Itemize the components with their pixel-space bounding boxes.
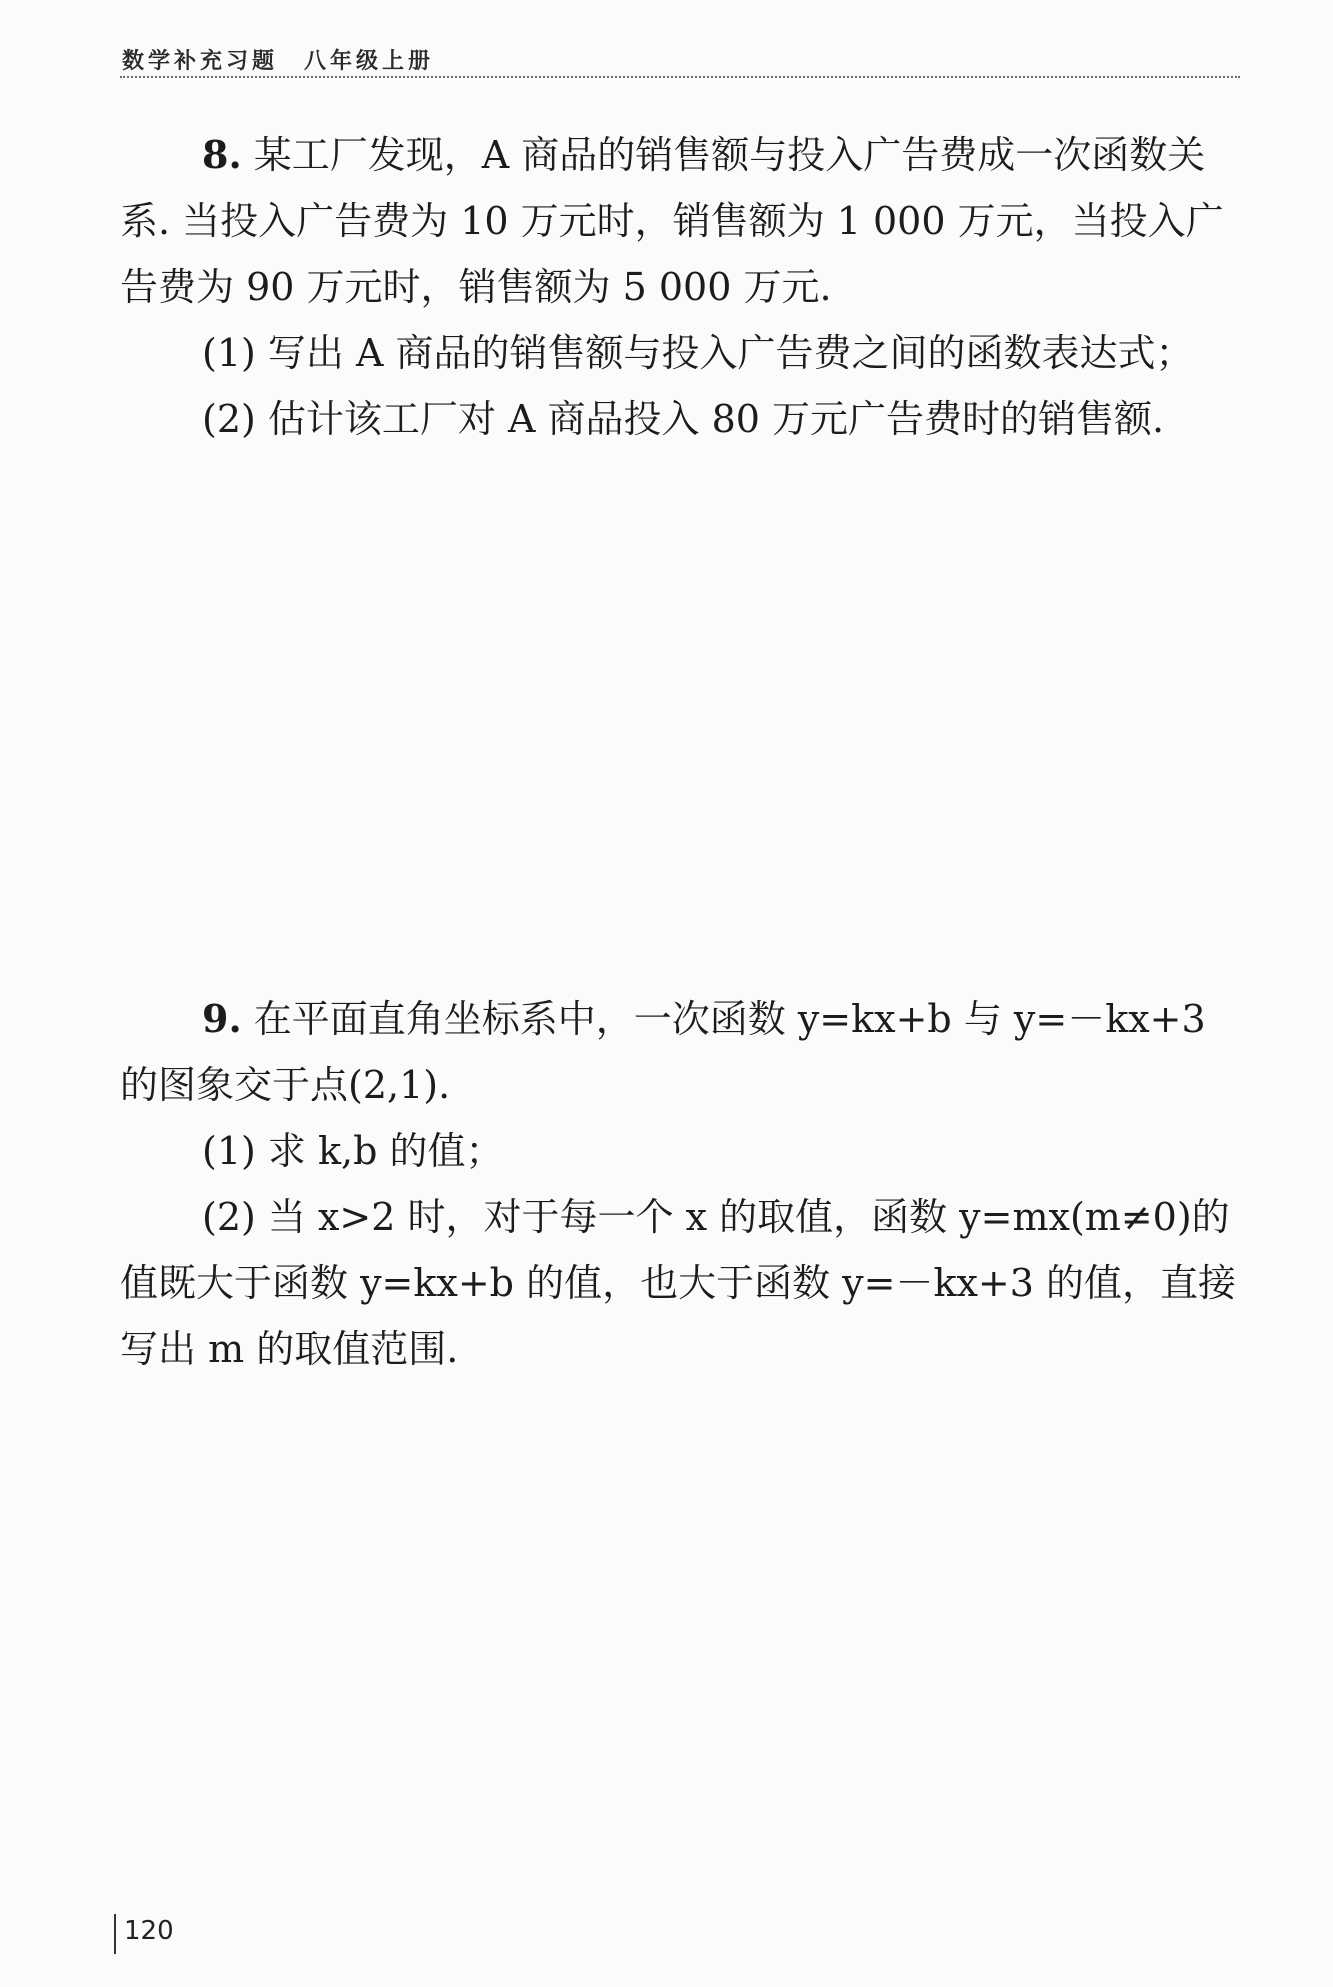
problem-8-stem [120,122,1250,320]
page-number: 120 [124,1916,174,1946]
problem-9-number: 9. [202,996,242,1041]
problem-8-part-1: (1) 写出 A 商品的销售额与投入广告费之间的函数表达式； [202,331,1194,375]
page-number-bar [114,1914,116,1954]
problem-8-part-2: (2) 估计该工厂对 A 商品投入 80 万元广告费时的销售额. [202,397,1165,441]
header-divider [120,76,1240,78]
problem-8 [120,122,1250,452]
problem-8-text: 某工厂发现，A 商品的销售额与投入广告费成一次函数关系. 当投入广告费为 10 万元时，销售额为 1 000 万元，当投入广告费为 90 万元时，销售额为 5 000 万元. [120,133,1224,309]
problem-9-text: 在平面直角坐标系中，一次函数 y=kx+b 与 y=－kx+3 的图象交于点(2,1). [120,997,1206,1107]
problem-9 [120,986,1250,1382]
problem-9-stem [120,986,1250,1118]
problem-8-number: 8. [202,132,242,177]
book-header-title: 数学补充习题 八年级上册 [122,49,435,74]
problem-9-part-2: (2) 当 x>2 时，对于每一个 x 的取值，函数 y=mx(m≠0)的值既大于函数 y=kx+b 的值，也大于函数 y=－kx+3 的值，直接写出 m 的取值范围. [120,1195,1237,1371]
problem-9-part-1: (1) 求 k,b 的值； [202,1129,504,1173]
